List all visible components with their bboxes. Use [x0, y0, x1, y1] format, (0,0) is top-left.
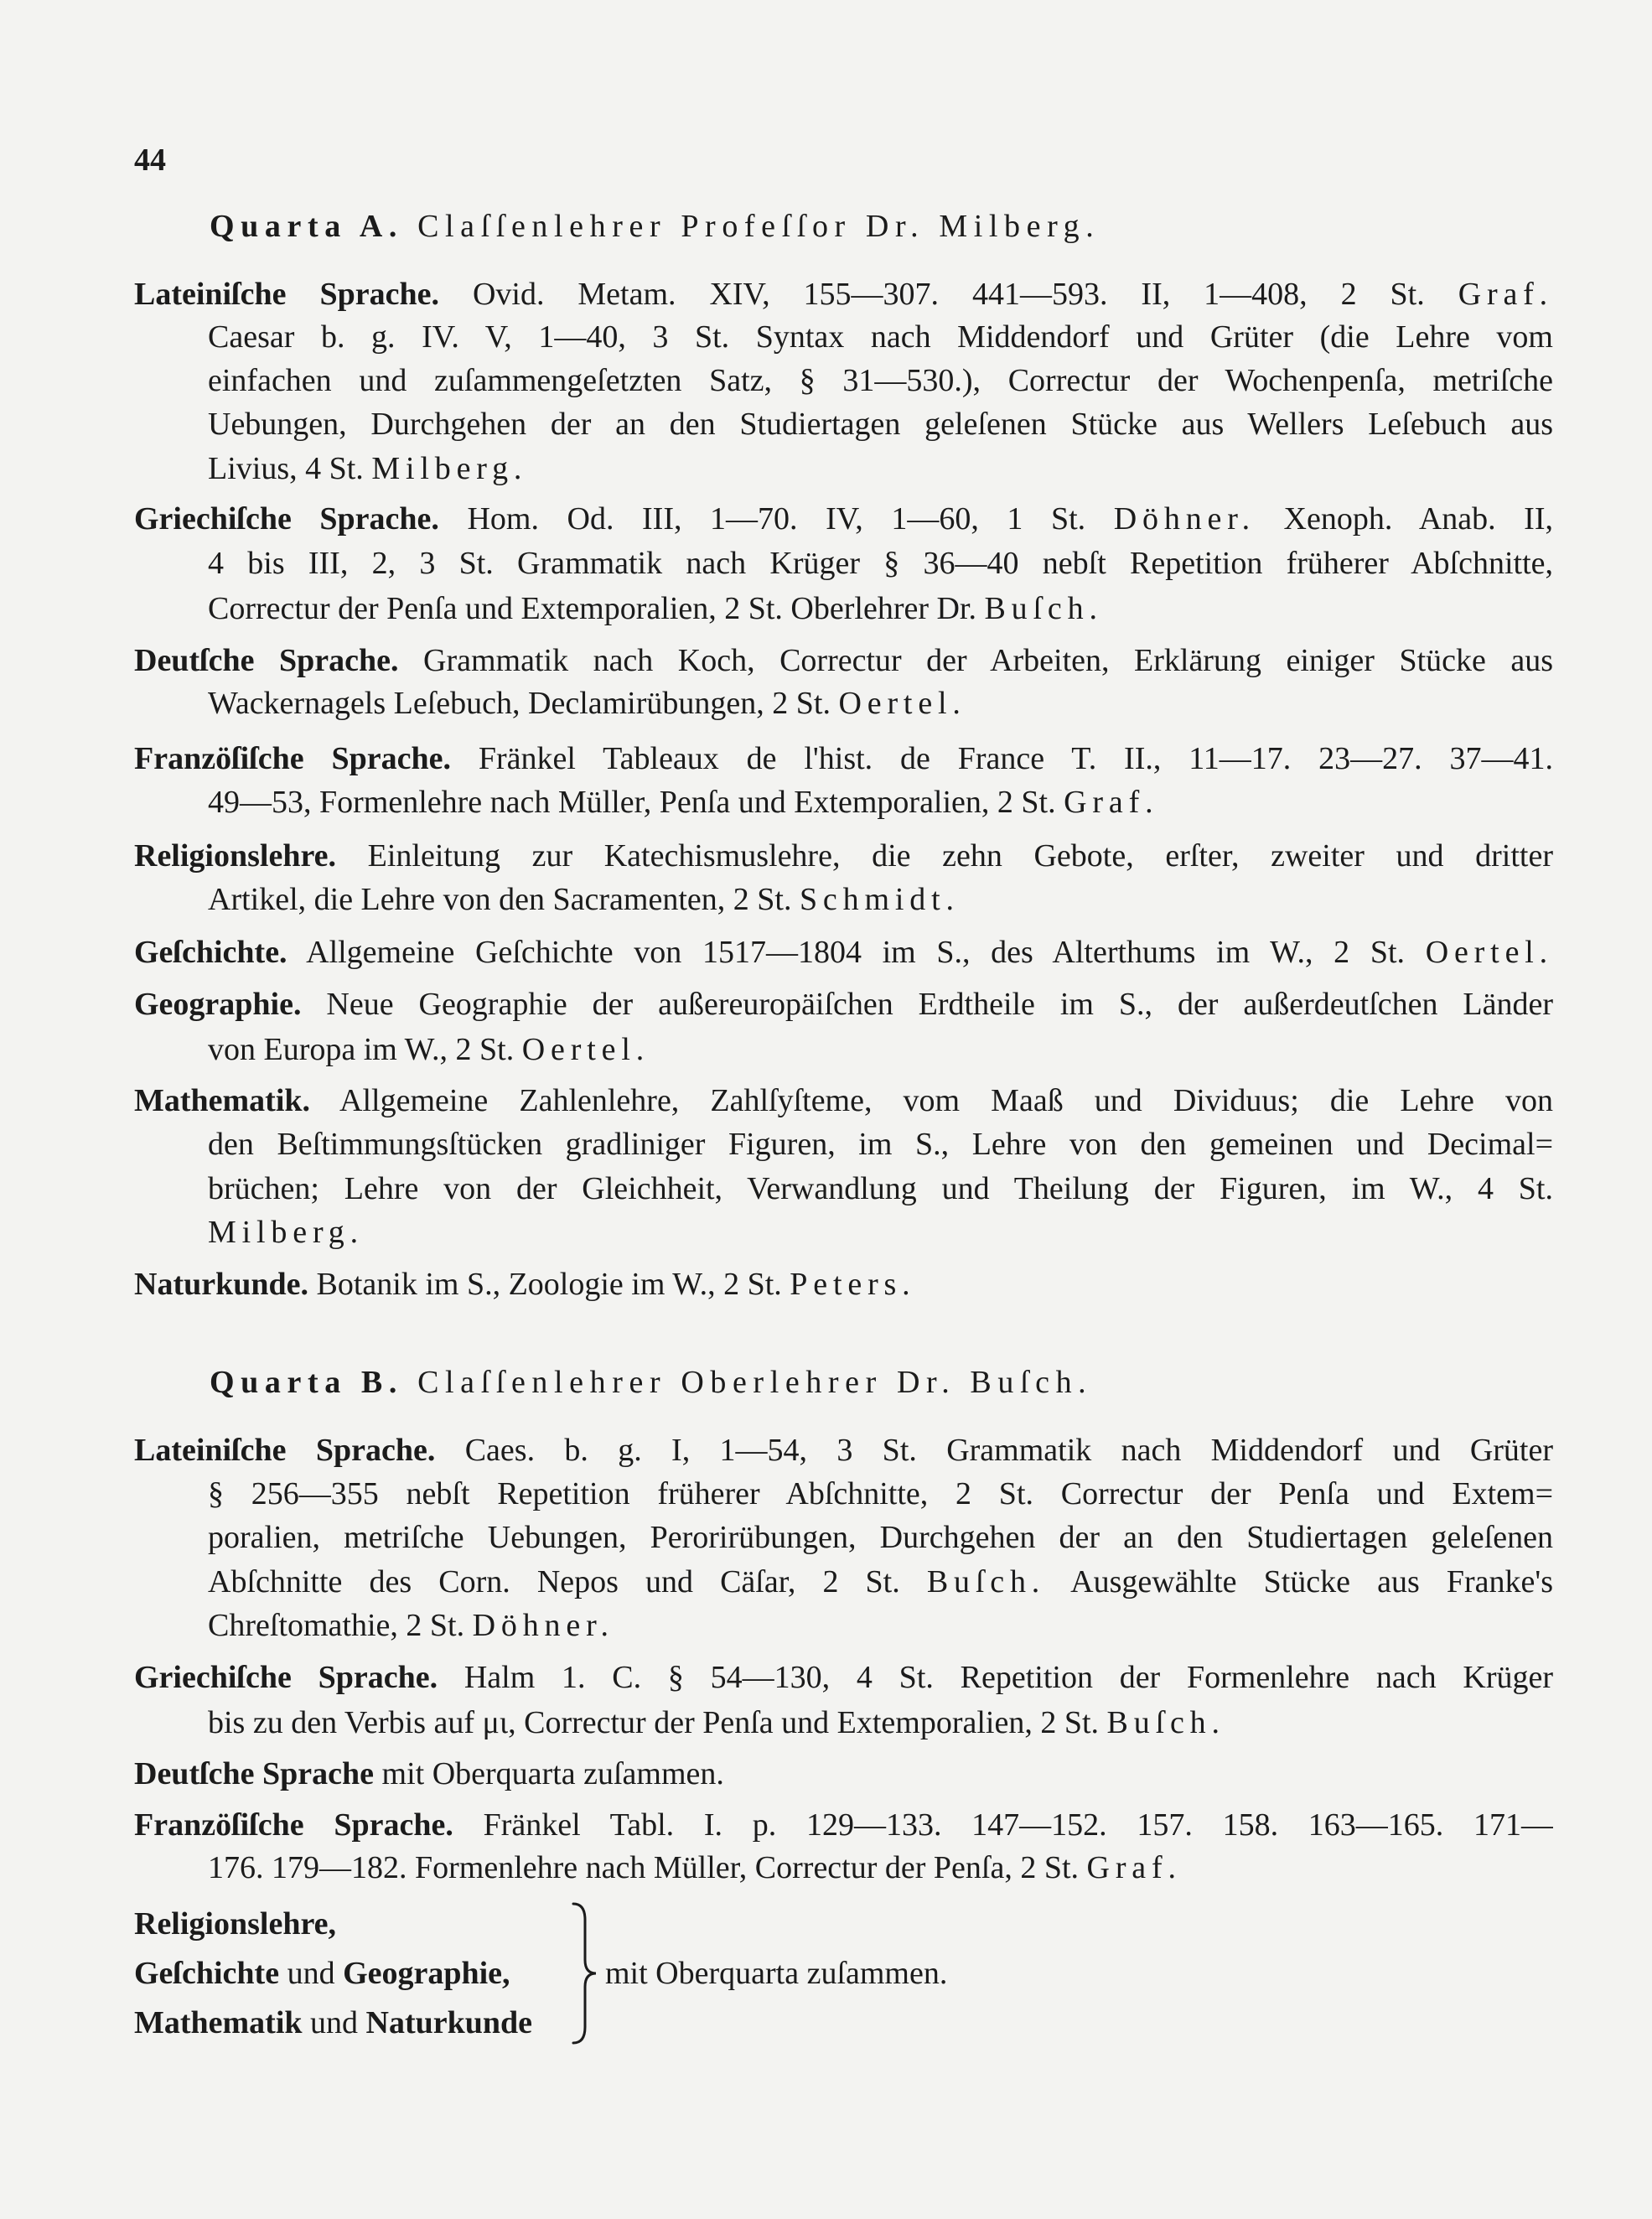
subject-label: Griechiſche Sprache.	[134, 501, 439, 537]
line-text: Allgemeine Geſchichte von 1517—1804 im S., des Alterthums im W., 2 St.	[306, 935, 1406, 970]
class-title: Quarta A.	[210, 209, 403, 244]
line-text: Caes. b. g. I, 1—54, 3 St. Grammatik nach Middendorf und Grüter	[464, 1433, 1553, 1468]
subject-label: Lateiniſche Sprache.	[134, 277, 439, 312]
qa-latein-line-5	[208, 447, 1553, 490]
teacher-name: Graf.	[1064, 785, 1159, 820]
teacher-name: Milberg.	[208, 1215, 364, 1250]
qb-griechisch-line-2	[208, 1701, 1553, 1745]
teacher-name: Buſch.	[1106, 1705, 1225, 1740]
qa-griechisch-line-2	[208, 542, 1553, 585]
teacher-name: Buſch.	[984, 591, 1103, 626]
line-text: einfachen und zuſammengeſetzten Satz, § 31—530.), Correctur der Wochenpenſa, metriſche	[208, 363, 1553, 398]
line-text: Livius, 4 St.	[208, 451, 364, 486]
qa-griechisch-line-1	[134, 497, 1553, 541]
teacher-name: Oertel.	[838, 686, 966, 721]
subject-label: Geographie.	[134, 987, 302, 1022]
qa-naturkunde-line-1	[134, 1262, 1553, 1306]
qb-franzoesisch-line-2	[208, 1846, 1553, 1890]
line-text: Ausgewählte Stücke aus Franke's	[1070, 1564, 1553, 1599]
qa-latein-line-4	[208, 402, 1553, 446]
subject-label: Religionslehre.	[134, 838, 337, 874]
line-text: Uebungen, Durchgehen der an den Studiertagen geleſenen Stücke aus Wellers Leſebuch aus	[208, 407, 1553, 442]
qa-latein-line-3	[208, 359, 1553, 402]
quarta-b-heading	[210, 1361, 1092, 1404]
qb-latein-line-5	[208, 1604, 1553, 1647]
qa-franzoesisch-line-1	[134, 737, 1553, 780]
line-text: Chreſtomathie, 2 St.	[208, 1608, 465, 1643]
teacher-name: Graf.	[1086, 1850, 1182, 1885]
combined-note: mit Oberquarta zuſammen.	[605, 1956, 948, 1991]
teacher-name: Milberg.	[371, 451, 528, 486]
line-text: 49—53, Formenlehre nach Müller, Penſa und Extemporalien, 2 St.	[208, 785, 1056, 820]
line-text: bis zu den Verbis auf μι, Correctur der Penſa und Extemporalien, 2 St.	[208, 1705, 1100, 1740]
line-text: Halm 1. C. § 54—130, 4 St. Repetition der Formenlehre nach Krüger	[463, 1660, 1553, 1695]
combined-religion	[134, 1902, 336, 1946]
qb-latein-line-2	[208, 1472, 1553, 1516]
qa-geographie-line-2	[208, 1028, 1553, 1071]
qa-deutsch-line-1	[134, 639, 1553, 682]
line-text: Allgemeine Zahlenlehre, Zahlſyſteme, vom Maaß und Dividuus; die Lehre von	[339, 1083, 1553, 1118]
subject-label: Geographie,	[343, 1956, 510, 1991]
subject-label: Geſchichte.	[134, 935, 287, 970]
line-text: Wackernagels Leſebuch, Declamirübungen, 2 St.	[208, 686, 831, 721]
subject-label: Franzöſiſche Sprache.	[134, 741, 451, 776]
subject-label: Franzöſiſche Sprache.	[134, 1807, 453, 1843]
line-text: § 256—355 nebſt Repetition früherer Abſchnitte, 2 St. Correctur der Penſa und Extem=	[208, 1476, 1553, 1511]
qa-griechisch-line-3	[208, 587, 1553, 630]
subject-label: Religionslehre,	[134, 1906, 337, 1942]
teacher-title: Claſſenlehrer Profeſſor Dr.	[417, 209, 925, 244]
subject-label: Deutſche Sprache.	[134, 643, 399, 678]
curly-brace-icon	[570, 1901, 598, 2045]
line-text: Correctur der Penſa und Extemporalien, 2 St. Oberlehrer Dr.	[208, 591, 976, 626]
conjunction: und	[310, 2005, 359, 2040]
line-text: Neue Geographie der außereuropäiſchen Erdtheile im S., der außerdeutſchen Länder	[326, 987, 1553, 1022]
subject-label: Naturkunde	[365, 2005, 533, 2040]
line-text: 4 bis III, 2, 3 St. Grammatik nach Krüger § 36—40 nebſt Repetition früherer Abſchnitte,	[208, 546, 1553, 581]
line-text: von Europa im W., 2 St.	[208, 1032, 515, 1067]
quarta-a-heading	[210, 205, 1100, 248]
qa-mathematik-line-2	[208, 1122, 1553, 1166]
teacher-name: Milberg.	[939, 209, 1100, 244]
qa-geographie-line-1	[134, 982, 1553, 1026]
teacher-name: Oertel.	[521, 1032, 650, 1067]
line-text: den Beſtimmungsſtücken gradliniger Figuren, im S., Lehre von den gemeinen und Decimal=	[208, 1127, 1553, 1162]
line-text: mit Oberquarta zuſammen.	[381, 1756, 724, 1791]
line-text: Artikel, die Lehre von den Sacramenten, 2 St.	[208, 882, 792, 917]
qa-latein-line-2	[208, 315, 1553, 359]
subject-label: Deutſche Sprache	[134, 1756, 375, 1791]
qa-religion-line-2	[208, 878, 1553, 921]
qa-deutsch-line-2	[208, 682, 1553, 725]
qb-latein-line-3	[208, 1516, 1553, 1559]
teacher-name: Oertel.	[1425, 935, 1553, 970]
qa-mathematik-line-4	[208, 1211, 1553, 1254]
line-text: 176. 179—182. Formenlehre nach Müller, Correctur der Penſa, 2 St.	[208, 1850, 1080, 1885]
combined-mathematik	[134, 2001, 532, 2045]
qa-mathematik-line-1	[134, 1079, 1553, 1122]
subject-label: Naturkunde.	[134, 1267, 308, 1302]
teacher-name: Graf.	[1458, 277, 1553, 312]
qa-franzoesisch-line-2	[208, 780, 1553, 824]
teacher-name: Buſch.	[926, 1564, 1046, 1599]
subject-label: Griechiſche Sprache.	[134, 1660, 438, 1695]
qa-latein-line-1	[134, 272, 1553, 316]
conjunction: und	[287, 1956, 335, 1991]
line-text: Ovid. Metam. XIV, 155—307. 441—593. II, 1—408, 2 St.	[472, 277, 1425, 312]
combined-geschichte	[134, 1952, 510, 1995]
qb-griechisch-line-1	[134, 1656, 1553, 1699]
line-text: Hom. Od. III, 1—70. IV, 1—60, 1 St.	[467, 501, 1086, 537]
line-text: Fränkel Tableaux de l'hist. de France T. II., 11—17. 23—27. 37—41.	[478, 741, 1553, 776]
subject-label: Mathematik	[134, 2005, 303, 2040]
line-text: Einleitung zur Katechismuslehre, die zehn Gebote, erſter, zweiter und dritter	[367, 838, 1553, 874]
subject-label: Geſchichte	[134, 1956, 280, 1991]
teacher-name: Buſch.	[970, 1365, 1093, 1400]
qb-latein-line-4	[208, 1560, 1553, 1604]
qb-latein-line-1	[134, 1428, 1553, 1472]
subject-label: Lateiniſche Sprache.	[134, 1433, 436, 1468]
teacher-name: Peters.	[790, 1267, 916, 1302]
qa-mathematik-line-3	[208, 1167, 1553, 1211]
line-text: brüchen; Lehre von der Gleichheit, Verwandlung und Theilung der Figuren, im W., 4 St.	[208, 1171, 1553, 1206]
line-text: Abſchnitte des Corn. Nepos und Cäſar, 2 St.	[208, 1564, 900, 1599]
line-text: Xenoph. Anab. II,	[1283, 501, 1553, 537]
qa-religion-line-1	[134, 834, 1553, 878]
class-title: Quarta B.	[210, 1365, 403, 1400]
page-number: 44	[134, 143, 166, 178]
qb-deutsch-line-1	[134, 1752, 1553, 1796]
teacher-title: Claſſenlehrer Oberlehrer Dr.	[417, 1365, 956, 1400]
subject-label: Mathematik.	[134, 1083, 311, 1118]
line-text: Caesar b. g. IV. V, 1—40, 3 St. Syntax nach Middendorf und Grüter (die Lehre vom	[208, 319, 1553, 355]
teacher-name: Döhner.	[1113, 501, 1256, 537]
line-text: Grammatik nach Koch, Correctur der Arbeiten, Erklärung einiger Stücke aus	[423, 643, 1553, 678]
qa-geschichte-line-1	[134, 931, 1553, 974]
qb-franzoesisch-line-1	[134, 1803, 1553, 1847]
teacher-name: Döhner.	[472, 1608, 614, 1643]
line-text: Fränkel Tabl. I. p. 129—133. 147—152. 157. 158. 163—165. 171—	[483, 1807, 1553, 1843]
line-text: Botanik im S., Zoologie im W., 2 St.	[316, 1267, 782, 1302]
teacher-name: Schmidt.	[799, 882, 960, 917]
line-text: poralien, metriſche Uebungen, Perorirübungen, Durchgehen der an den Studiertagen geleſenen	[208, 1520, 1553, 1555]
